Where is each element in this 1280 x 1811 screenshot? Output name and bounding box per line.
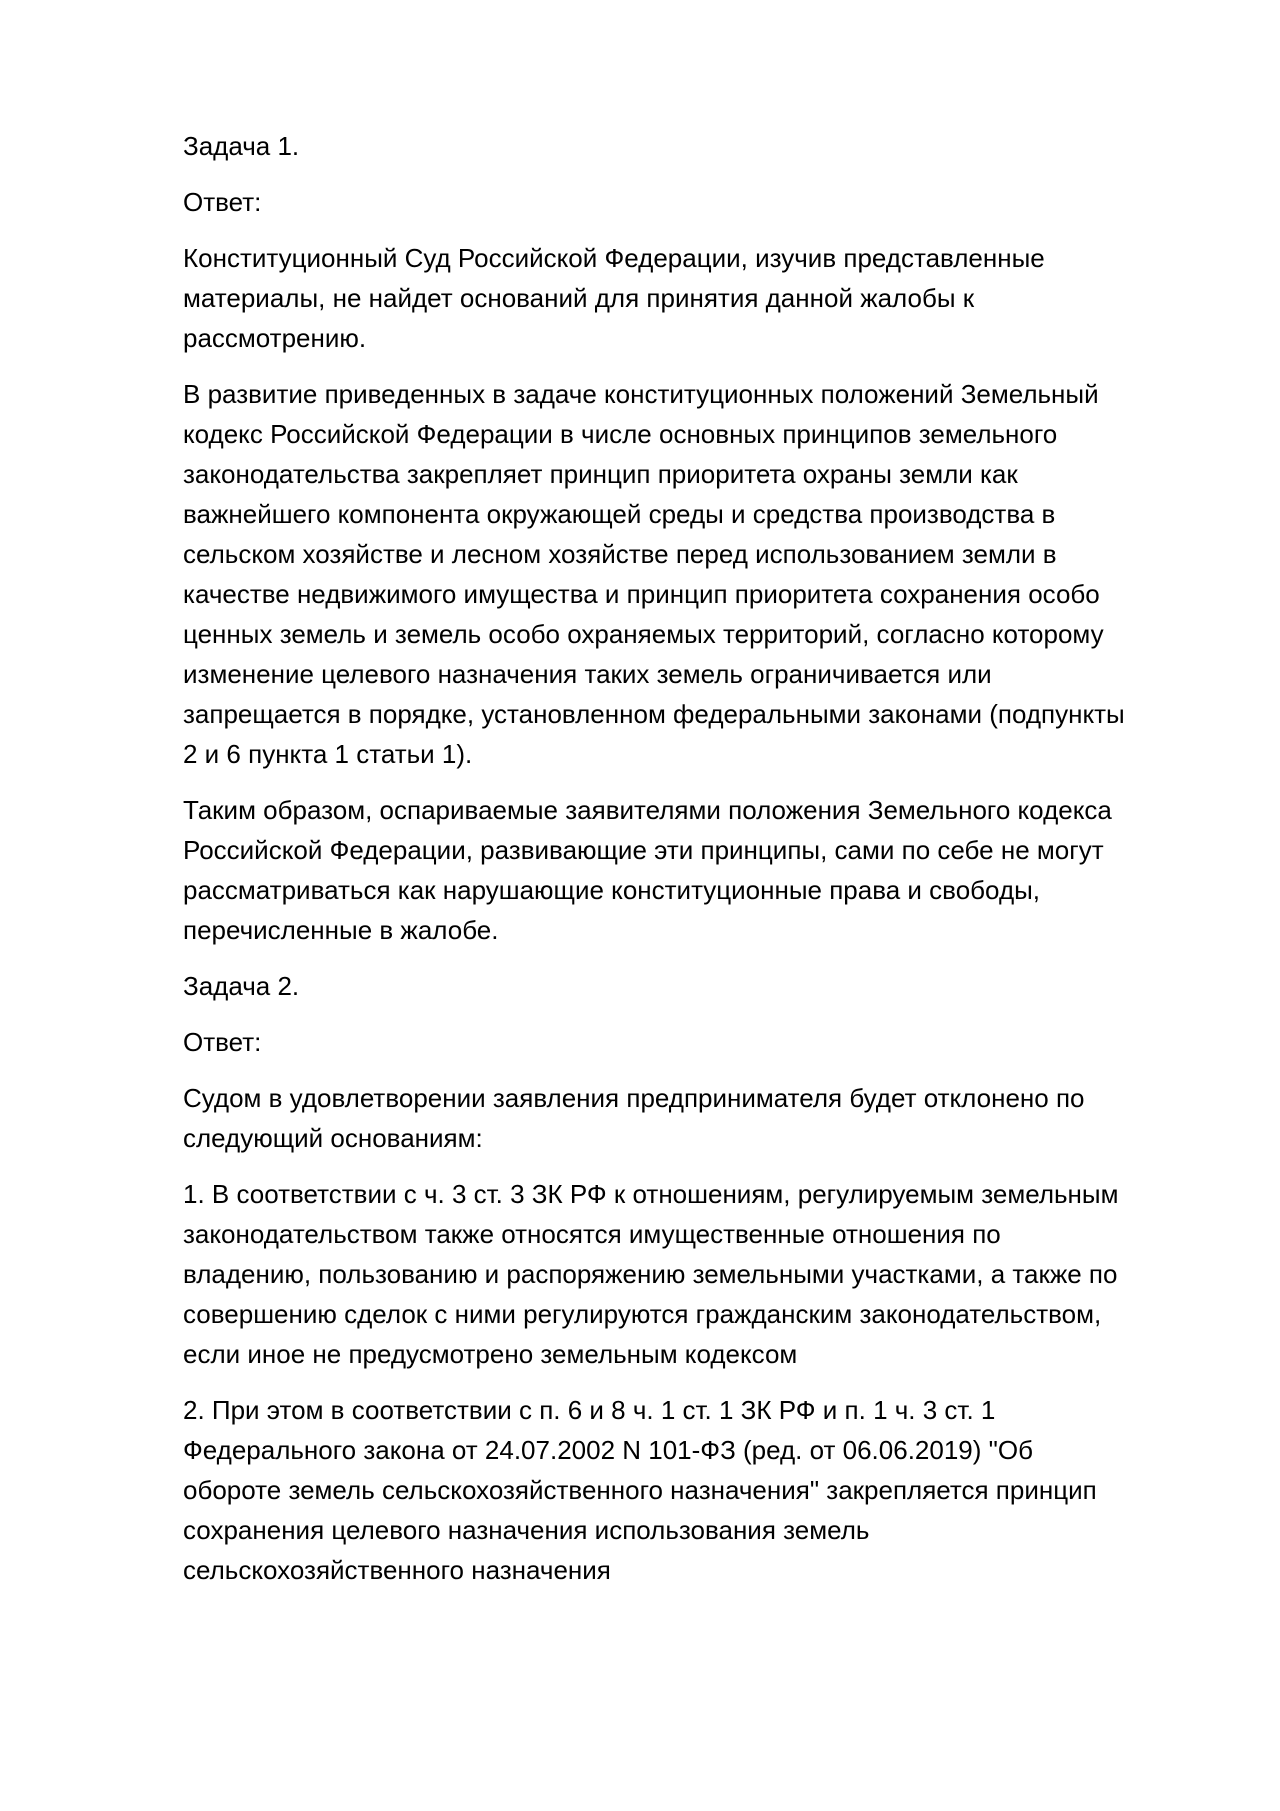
text-line: законодательством также относятся имущественные отношения по [183,1219,1001,1249]
text-line: 2 и 6 пункта 1 статьи 1). [183,739,473,769]
text-line: Российской Федерации, развивающие эти принципы, сами по себе не могут [183,835,1104,865]
document-body [183,126,1203,1606]
text-line: кодекс Российской Федерации в числе основных принципов земельного [183,419,1058,449]
task-1-answer-paragraph-1 [183,238,1203,358]
text-line: сохранения целевого назначения использования земель [183,1515,870,1545]
text-line: В развитие приведенных в задаче конституционных положений Земельный [183,379,1099,409]
task-1-answer-label [183,182,1203,222]
text-line: рассмотрению. [183,323,367,353]
task-2-answer-label [183,1022,1203,1062]
task-2-answer-point-2 [183,1390,1203,1590]
text-line: сельскохозяйственного назначения [183,1555,611,1585]
text-line: 1. В соответствии с ч. 3 ст. 3 ЗК РФ к отношениям, регулируемым земельным [183,1179,1119,1209]
text-line: Ответ: [183,1027,262,1057]
task-2-answer-point-1 [183,1174,1203,1374]
text-line: совершению сделок с ними регулируются гражданским законодательством, [183,1299,1102,1329]
text-line: запрещается в порядке, установленном федеральными законами (подпункты [183,699,1125,729]
text-line: ценных земель и земель особо охраняемых территорий, согласно которому [183,619,1104,649]
text-line: перечисленные в жалобе. [183,915,499,945]
task-2-answer-paragraph-1 [183,1078,1203,1158]
text-line: Задача 1. [183,131,300,161]
text-line: рассматриваться как нарушающие конституционные права и свободы, [183,875,1041,905]
text-line: материалы, не найдет оснований для принятия данной жалобы к [183,283,975,313]
text-line: Федерального закона от 24.07.2002 N 101-ФЗ (ред. от 06.06.2019) "Об [183,1435,1033,1465]
text-line: обороте земель сельскохозяйственного назначения" закрепляется принцип [183,1475,1097,1505]
text-line: законодательства закрепляет принцип приоритета охраны земли как [183,459,1018,489]
task-1-heading [183,126,1203,166]
text-line: владению, пользованию и распоряжению земельными участками, а также по [183,1259,1118,1289]
text-line: изменение целевого назначения таких земель ограничивается или [183,659,992,689]
text-line: Конституционный Суд Российской Федерации, изучив представленные [183,243,1045,273]
task-2-heading [183,966,1203,1006]
text-line: Таким образом, оспариваемые заявителями положения Земельного кодекса [183,795,1112,825]
text-line: качестве недвижимого имущества и принцип приоритета сохранения особо [183,579,1100,609]
text-line: если иное не предусмотрено земельным кодексом [183,1339,798,1369]
text-line: важнейшего компонента окружающей среды и средства производства в [183,499,1056,529]
text-line: Судом в удовлетворении заявления предпринимателя будет отклонено по [183,1083,1085,1113]
text-line: 2. При этом в соответствии с п. 6 и 8 ч. 1 ст. 1 ЗК РФ и п. 1 ч. 3 ст. 1 [183,1395,996,1425]
text-line: следующий основаниям: [183,1123,483,1153]
task-1-answer-paragraph-2 [183,374,1203,774]
text-line: сельском хозяйстве и лесном хозяйстве перед использованием земли в [183,539,1057,569]
text-line: Ответ: [183,187,262,217]
task-1-answer-paragraph-3 [183,790,1203,950]
text-line: Задача 2. [183,971,300,1001]
